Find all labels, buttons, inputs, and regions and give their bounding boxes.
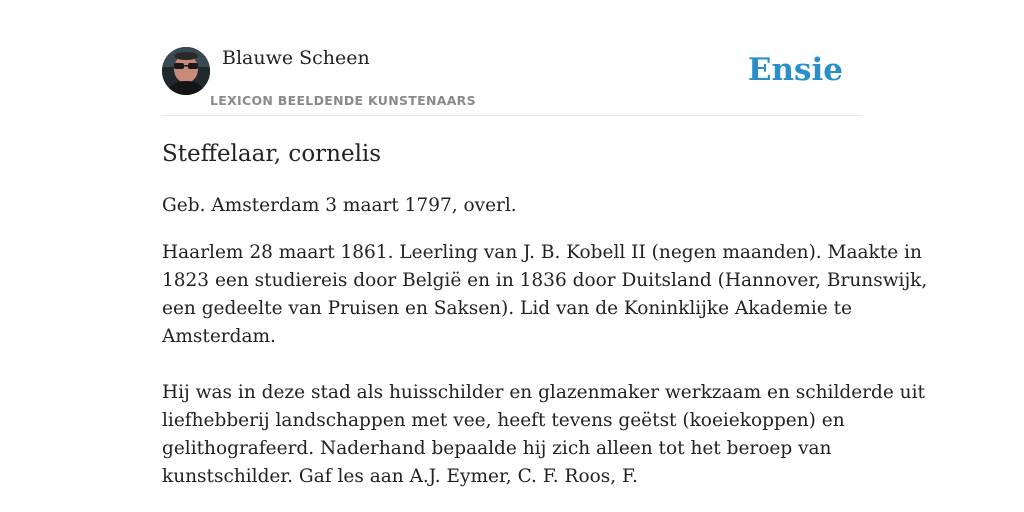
article-lead: Geb. Amsterdam 3 maart 1797, overl.: [162, 195, 517, 216]
collection-label[interactable]: LEXICON BEELDENDE KUNSTENAARS: [210, 93, 476, 108]
paragraph-line: gelithografeerd. Naderhand bepaalde hij zich alleen tot het beroep van: [162, 438, 832, 459]
article-paragraph-2: [162, 379, 925, 491]
paragraph-line: Amsterdam.: [162, 326, 276, 347]
paragraph-line: Haarlem 28 maart 1861. Leerling van J. B. Kobell II (negen maanden). Maakte in: [162, 242, 922, 263]
article-paragraph-1: [162, 239, 928, 351]
article-title: Steffelaar, cornelis: [162, 141, 382, 167]
paragraph-line: liefhebberij landschappen met vee, heeft tevens geëtst (koeiekoppen) en: [162, 410, 845, 431]
paragraph-line: een gedeelte van Pruisen en Saksen). Lid van de Koninklijke Akademie te: [162, 298, 852, 319]
author-name[interactable]: Blauwe Scheen: [222, 47, 370, 69]
brand-logo[interactable]: Ensie: [747, 52, 843, 88]
paragraph-line: Hij was in deze stad als huisschilder en glazenmaker werkzaam en schilderde uit: [162, 382, 925, 403]
avatar-photo-icon: [162, 47, 210, 95]
paragraph-line: 1823 een studiereis door België en in 1836 door Duitsland (Hannover, Brunswijk,: [162, 270, 928, 291]
author-avatar[interactable]: [162, 47, 210, 95]
header-divider: [162, 115, 862, 116]
paragraph-line: kunstschilder. Gaf les aan A.J. Eymer, C. F. Roos, F.: [162, 466, 638, 487]
